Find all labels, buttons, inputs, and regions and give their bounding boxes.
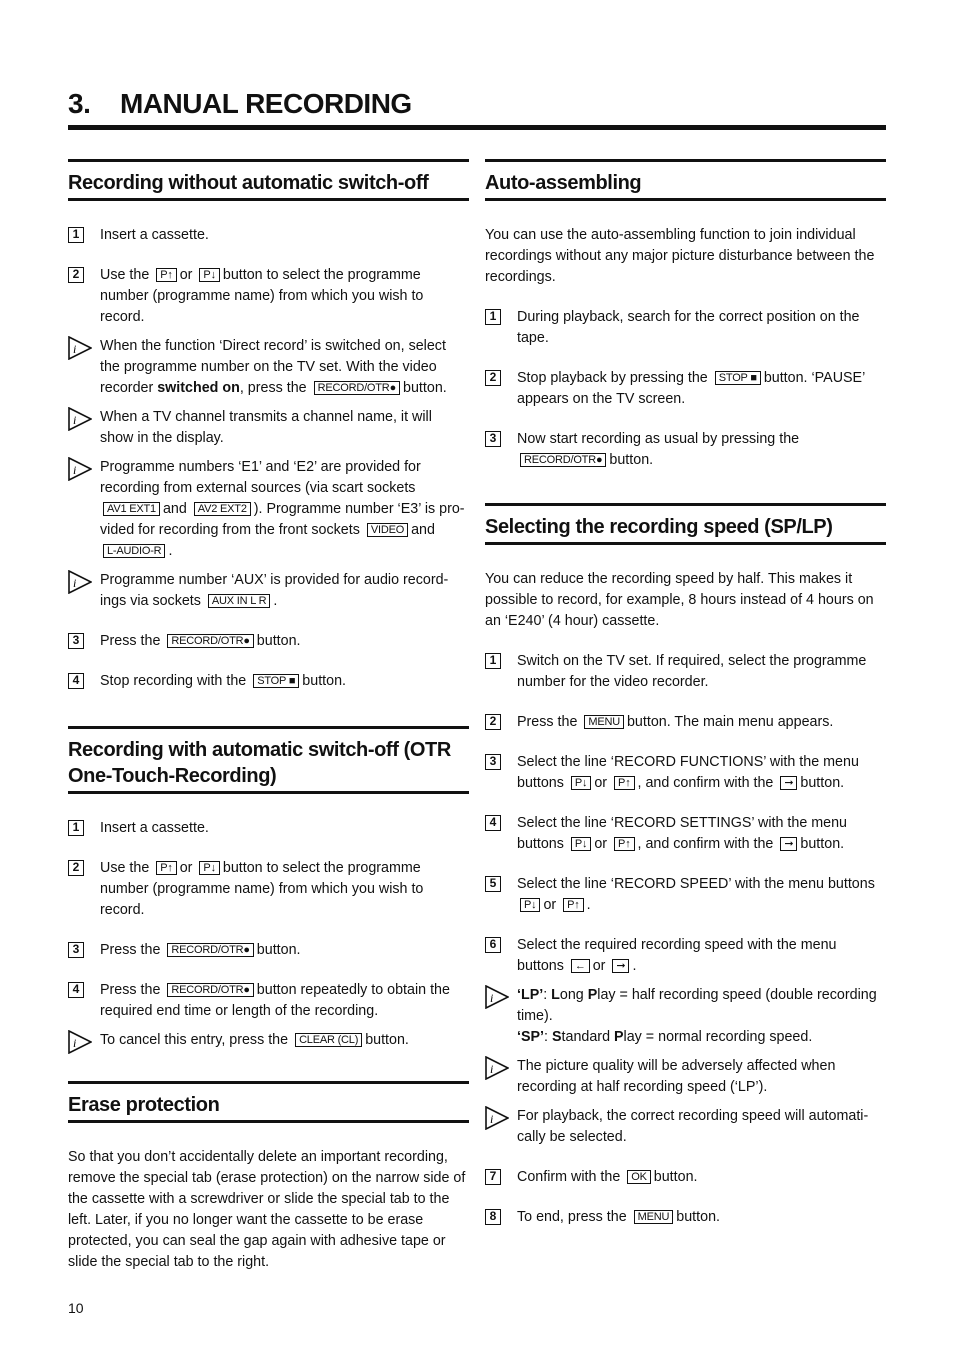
step-text: , and confirm with the <box>637 836 774 852</box>
sp-label: ‘SP’ <box>517 1029 545 1045</box>
step-1 <box>68 818 469 839</box>
step-text: . <box>586 897 591 913</box>
info-text: . <box>273 593 278 609</box>
lp-label: ‘LP’ <box>517 987 544 1003</box>
svg-text:i: i <box>73 463 77 477</box>
step-number: 4 <box>485 815 501 831</box>
step-number: 3 <box>485 754 501 770</box>
step-text: . <box>632 958 637 974</box>
record-key: RECORD/OTR● <box>167 634 253 648</box>
step-number: 4 <box>68 982 84 998</box>
step-number: 3 <box>68 633 84 649</box>
svg-text:i: i <box>73 1036 77 1050</box>
info-text: The picture quality will be adversely affected when recording at half recording speed (‘LP’). <box>517 1058 836 1095</box>
info-note <box>68 336 469 399</box>
info-text: For playback, the correct recording speed will automati-cally be selected. <box>517 1108 869 1145</box>
step-number: 2 <box>68 860 84 876</box>
record-key: RECORD/OTR● <box>314 381 400 395</box>
step-text: Switch on the TV set. If required, select the programme number for the video recorder. <box>517 653 867 690</box>
menu-key: MENU <box>634 1210 674 1224</box>
step-text: or <box>179 860 193 876</box>
svg-text:i: i <box>73 342 77 356</box>
video-key: VIDEO <box>367 523 408 537</box>
step-text: , and confirm with the <box>637 775 774 791</box>
step-text: Select the line ‘RECORD SPEED’ with the menu buttons <box>517 876 875 892</box>
info-note <box>68 1030 469 1051</box>
step-5 <box>485 874 886 916</box>
info-triangle-icon <box>485 1056 509 1080</box>
arrow-down-icon: ↓ <box>582 838 588 850</box>
arrow-up-icon: ↑ <box>625 777 631 789</box>
step-number: 1 <box>485 309 501 325</box>
info-text: button. <box>403 380 447 396</box>
step-number: 3 <box>485 431 501 447</box>
record-key: RECORD/OTR● <box>167 943 253 957</box>
chapter-number: 3. <box>68 88 91 119</box>
av2-key: AV2 EXT2 <box>194 502 251 516</box>
step-text: or <box>594 836 608 852</box>
section-heading: Recording with automatic switch-off (OTR One-Touch-Recording) <box>68 726 469 794</box>
info-text: To cancel this entry, press the <box>100 1032 289 1048</box>
step-number: 2 <box>68 267 84 283</box>
paragraph: So that you don’t accidentally delete an important recording, remove the special tab (erase protection) on the narrow side of the cassette with a screwdriver or slide the special tab to the left. Later, if you no longer want the cassette to be erase protected, you can seal the gap again with adhesive tape or slide the special tab to the right. <box>68 1149 466 1270</box>
info-text: . <box>168 543 173 559</box>
step-1 <box>485 651 886 693</box>
step-text: button. <box>676 1209 720 1225</box>
step-3 <box>68 631 469 652</box>
step-text: button to select the programme number (programme name) from which you wish to record. <box>100 860 424 918</box>
step-1 <box>68 225 469 246</box>
clear-key: CLEAR (CL) <box>295 1033 362 1047</box>
step-text: Press the <box>100 942 161 958</box>
section-heading: Erase protection <box>68 1081 469 1123</box>
p-down-key: P↓ <box>199 268 219 282</box>
step-number: 1 <box>485 653 501 669</box>
stop-key: STOP ■ <box>253 674 299 688</box>
info-note <box>68 457 469 562</box>
p-up-key: P↑ <box>156 861 176 875</box>
section-heading: Selecting the recording speed (SP/LP) <box>485 503 886 545</box>
step-4 <box>68 980 469 1022</box>
p-down-key: P↓ <box>199 861 219 875</box>
arrow-up-icon: ↑ <box>167 862 173 874</box>
step-text: Stop recording with the <box>100 673 247 689</box>
step-number: 4 <box>68 673 84 689</box>
step-2 <box>68 858 469 921</box>
arrow-down-icon: ↓ <box>531 899 537 911</box>
section-heading: Recording without automatic switch-off <box>68 159 469 201</box>
step-text: button repeatedly to obtain the required end time or length of the recording. <box>100 982 450 1019</box>
info-triangle-icon <box>68 336 92 360</box>
step-text: Use the <box>100 860 150 876</box>
p-down-key: P↓ <box>571 837 591 851</box>
step-1 <box>485 307 886 349</box>
step-text: Select the required recording speed with the menu buttons <box>517 937 837 974</box>
step-6 <box>485 935 886 977</box>
step-4 <box>485 813 886 855</box>
record-key: RECORD/OTR● <box>520 453 606 467</box>
paragraph: You can use the auto-assembling function to join individual recordings without any major picture disturbance between the recordings. <box>485 227 875 285</box>
record-key: RECORD/OTR● <box>167 983 253 997</box>
svg-text:i: i <box>490 1062 494 1076</box>
section-heading: Auto-assembling <box>485 159 886 201</box>
info-note <box>68 570 469 612</box>
step-number: 5 <box>485 876 501 892</box>
p-up-key: P↑ <box>614 776 634 790</box>
info-text: Programme numbers ‘E1’ and ‘E2’ are provided for recording from external sources (via scart sockets <box>100 459 421 496</box>
step-number: 2 <box>485 714 501 730</box>
step-text: To end, press the <box>517 1209 627 1225</box>
step-text: button. <box>800 836 845 852</box>
svg-text:i: i <box>73 576 77 590</box>
step-text: or <box>592 958 606 974</box>
info-triangle-icon <box>485 1106 509 1130</box>
info-text: , press the <box>239 380 307 396</box>
step-number: 8 <box>485 1209 501 1225</box>
step-3 <box>485 429 886 471</box>
step-3 <box>68 940 469 961</box>
p-up-key: P↑ <box>563 898 583 912</box>
step-text: or <box>594 775 608 791</box>
arrow-down-icon: ↓ <box>210 862 216 874</box>
step-text: button. <box>609 452 654 468</box>
left-column <box>68 159 469 1273</box>
info-text: Programme number ‘AUX’ is provided for audio record-ings via sockets <box>100 572 449 609</box>
step-3 <box>485 752 886 794</box>
step-2 <box>68 265 469 328</box>
arrow-down-icon: ↓ <box>582 777 588 789</box>
p-down-key: P↓ <box>520 898 540 912</box>
p-down-key: P↓ <box>571 776 591 790</box>
paragraph: You can reduce the recording speed by half. This makes it possible to record, for example, 8 hours instead of 4 hours on an ‘E240’ (4 hour) cassette. <box>485 571 874 629</box>
step-text: Press the <box>100 633 161 649</box>
step-text: Select the line ‘RECORD FUNCTIONS’ with the menu buttons <box>517 754 859 791</box>
step-text: button to select the programme number (programme name) from which you wish to record. <box>100 267 424 325</box>
info-triangle-icon <box>68 1030 92 1054</box>
ok-key: OK <box>627 1170 651 1184</box>
info-note: i ‘LP’: Long Play = half recording speed (double recording time). ‘SP’: Standard Play = normal recording speed. <box>485 985 886 1048</box>
info-note <box>485 1056 886 1098</box>
step-2 <box>485 712 886 733</box>
info-note <box>68 407 469 449</box>
step-text: button. <box>653 1169 698 1185</box>
svg-text:i: i <box>73 413 77 427</box>
step-text: Select the line ‘RECORD SETTINGS’ with the menu buttons <box>517 815 848 852</box>
arrow-down-icon: ↓ <box>210 269 216 281</box>
step-text: button. The main menu appears. <box>626 714 834 730</box>
info-text: lay = half recording speed (double recording time). <box>517 987 877 1024</box>
arrow-right-icon: ➞ <box>612 959 629 973</box>
right-column <box>485 159 886 1228</box>
info-text: When a TV channel transmits a channel name, it will show in the display. <box>100 409 432 446</box>
p-up-key: P↑ <box>614 837 634 851</box>
step-text: Insert a cassette. <box>100 820 209 836</box>
step-text: Use the <box>100 267 150 283</box>
step-number: 1 <box>68 820 84 836</box>
arrow-left-icon: ← <box>571 959 590 973</box>
info-note <box>485 1106 886 1148</box>
step-text: or <box>179 267 193 283</box>
l-audio-r-key: L-AUDIO-R <box>103 544 165 558</box>
step-text: Confirm with the <box>517 1169 621 1185</box>
av1-key: AV1 EXT1 <box>103 502 160 516</box>
arrow-up-icon: ↑ <box>167 269 173 281</box>
step-text: button. <box>302 673 347 689</box>
step-2 <box>485 368 886 410</box>
arrow-right-icon: ➞ <box>780 837 797 851</box>
info-text: button. <box>365 1032 409 1048</box>
chapter-title-bar <box>68 88 886 130</box>
menu-key: MENU <box>584 715 624 729</box>
step-text: Press the <box>100 982 161 998</box>
step-4 <box>68 671 469 692</box>
info-triangle-icon <box>68 407 92 431</box>
info-text: ). Programme number ‘E3’ is pro-vided for recording from the front sockets <box>100 501 465 538</box>
arrow-up-icon: ↑ <box>625 838 631 850</box>
info-text: lay = normal recording speed. <box>623 1029 813 1045</box>
step-text: button. <box>256 942 301 958</box>
step-text: Now start recording as usual by pressing the <box>517 431 800 447</box>
step-8 <box>485 1207 886 1228</box>
step-number: 6 <box>485 937 501 953</box>
step-number: 2 <box>485 370 501 386</box>
step-text: Insert a cassette. <box>100 227 209 243</box>
info-text: When the function ‘Direct record’ is switched on, select the programme number on the TV set. With the video recorder <box>100 338 446 396</box>
svg-text:i: i <box>490 1112 494 1126</box>
info-triangle-icon <box>68 457 92 481</box>
info-text: and <box>162 501 187 517</box>
info-text: and <box>411 522 435 538</box>
step-text: Stop playback by pressing the <box>517 370 708 386</box>
page-number: 10 <box>68 1300 84 1316</box>
step-number: 7 <box>485 1169 501 1185</box>
step-text: Press the <box>517 714 578 730</box>
step-number: 3 <box>68 942 84 958</box>
step-text: button. ‘PAUSE’ appears on the TV screen. <box>517 370 865 407</box>
step-text: button. <box>800 775 845 791</box>
info-text-bold: switched on <box>157 380 240 396</box>
info-triangle-icon <box>485 985 509 1009</box>
step-text: or <box>543 897 557 913</box>
p-up-key: P↑ <box>156 268 176 282</box>
chapter-title: MANUAL RECORDING <box>120 88 412 119</box>
aux-key: AUX IN L R <box>208 594 270 608</box>
stop-key: STOP ■ <box>715 371 761 385</box>
step-number: 1 <box>68 227 84 243</box>
step-text: button. <box>256 633 301 649</box>
svg-text:i: i <box>490 991 494 1005</box>
info-triangle-icon <box>68 570 92 594</box>
arrow-up-icon: ↑ <box>574 899 580 911</box>
step-text: During playback, search for the correct position on the tape. <box>517 309 860 346</box>
step-7 <box>485 1167 886 1188</box>
arrow-right-icon: ➞ <box>780 776 797 790</box>
